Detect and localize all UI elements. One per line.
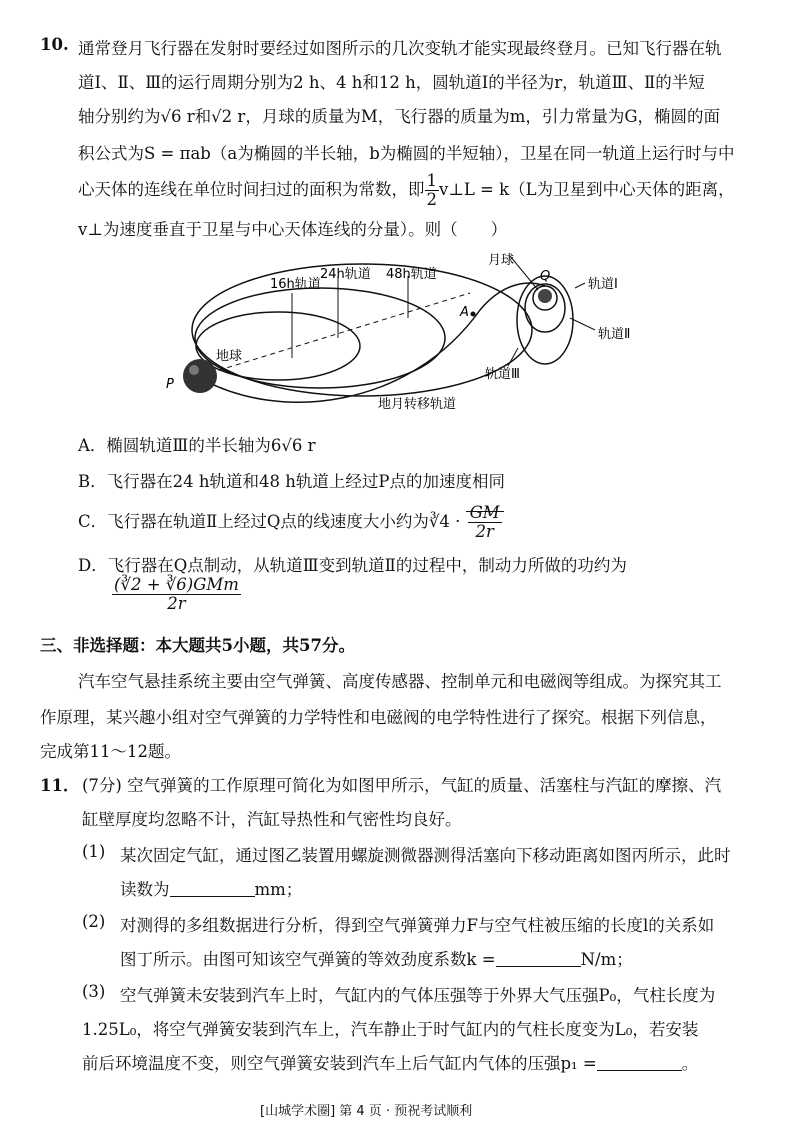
label-p: P bbox=[166, 377, 174, 392]
label-16h: 16h轨道 bbox=[270, 277, 321, 292]
section-3-intro-2: 作原理，某兴趣小组对空气弹簧的力学特性和电磁阀的电学特性进行了探究。根据下列信息， bbox=[40, 708, 717, 727]
earth-icon bbox=[183, 359, 217, 393]
question-number: 10. bbox=[40, 35, 69, 54]
section-3-intro-1: 汽车空气悬挂系统主要由空气弹簧、高度传感器、控制单元和电磁阀等组成。为探究其工 bbox=[78, 672, 722, 691]
label-transfer-orbit: 地月转移轨道 bbox=[378, 397, 457, 412]
q11-sub2-number: (2) bbox=[82, 912, 106, 931]
label-48h: 48h轨道 bbox=[386, 267, 437, 282]
q11-sub3-number: (3) bbox=[82, 982, 106, 1001]
question-number: 11． bbox=[40, 776, 80, 795]
q11-line-1: (7分) 空气弹簧的工作原理可简化为如图甲所示，气缸的质量、活塞柱与汽缸的摩擦、汽 bbox=[82, 776, 722, 795]
point-a bbox=[471, 312, 476, 317]
option-d-fraction: $\frac{\text{(∛2 + ∛6)GMm}}{2r}$ bbox=[114, 575, 239, 614]
answer-blank[interactable] bbox=[170, 880, 255, 898]
q11-line-2: 缸壁厚度均忽略不计，汽缸导热性和气密性均良好。 bbox=[82, 810, 462, 829]
q11-sub1-line-2: 读数为 mm； bbox=[120, 880, 303, 899]
label-earth: 地球 bbox=[216, 349, 243, 364]
q11-sub1-number: (1) bbox=[82, 842, 106, 861]
half-fraction: $\frac{1}{2}$ bbox=[426, 171, 437, 210]
page-footer: [山城学术圈] 第 4 页 · 预祝考试顺利 bbox=[260, 1104, 473, 1119]
q11-sub3-line-3: 前后环境温度不变，则空气弹簧安装到汽车上后气缸内气体的压强p₁ = 。 bbox=[82, 1054, 699, 1073]
label-a: A bbox=[460, 305, 469, 320]
answer-blank[interactable] bbox=[597, 1054, 682, 1072]
orbit-figure bbox=[150, 248, 670, 418]
q11-sub1-line-1: 某次固定气缸，通过图乙装置用螺旋测微器测得活塞向下移动距离如图丙所示，此时 bbox=[120, 846, 731, 865]
label-moon: 月球 bbox=[488, 253, 515, 268]
q11-sub2-line-1: 对测得的多组数据进行分析，得到空气弹簧弹力F与空气柱被压缩的长度l的关系如 bbox=[120, 916, 715, 935]
option-d[interactable]: D．飞行器在Q点制动，从轨道Ⅲ变到轨道Ⅱ的过程中，制动力所做的功约为 bbox=[78, 556, 627, 575]
option-a[interactable]: A．椭圆轨道Ⅲ的半长轴为6√6 r bbox=[78, 436, 316, 455]
q10-line-6: v⊥为速度垂直于卫星与中心天体连线的分量）。则（ ） bbox=[78, 220, 508, 239]
q10-line-3: 轴分别约为√6 r和√2 r，月球的质量为M，飞行器的质量为m，引力常量为G，椭圆的面 bbox=[78, 107, 721, 126]
label-orbit-2: 轨道Ⅱ bbox=[598, 327, 631, 342]
sqrt-expression: $\frac{GM}{2r}$ bbox=[466, 511, 504, 531]
q11-sub2-line-2: 图丁所示。由图可知该空气弹簧的等效劲度系数k = N/m； bbox=[120, 950, 633, 969]
q10-line-2: 道Ⅰ、Ⅱ、Ⅲ的运行周期分别为2 h、4 h和12 h，圆轨道Ⅰ的半径为r，轨道Ⅲ、Ⅱ的半短 bbox=[78, 73, 705, 92]
answer-blank[interactable] bbox=[496, 950, 581, 968]
moon-icon bbox=[538, 289, 552, 303]
q11-sub3-line-1: 空气弹簧未安装到汽车上时，气缸内的气体压强等于外界大气压强P₀，气柱长度为 bbox=[120, 986, 716, 1005]
q10-line-1: 通常登月飞行器在发射时要经过如图所示的几次变轨才能实现最终登月。已知飞行器在轨 bbox=[78, 39, 722, 58]
sqrt6r: √6 r bbox=[160, 107, 195, 126]
section-3-intro-3: 完成第11～12题。 bbox=[40, 742, 181, 761]
sqrt2r: √2 r bbox=[211, 107, 246, 126]
q11-sub3-line-2: 1.25L₀，将空气弹簧安装到汽车上，汽车静止于时气缸内的气柱长度变为L₀，若安装 bbox=[82, 1020, 699, 1039]
label-q: Q bbox=[540, 269, 551, 284]
q10-line-5: 心天体的连线在单位时间扫过的面积为常数，即 $\frac{1}{2}$ v⊥L = k（L为卫星到中心天体的距离， bbox=[78, 171, 735, 210]
question-10 bbox=[40, 35, 69, 54]
label-orbit-3: 轨道Ⅲ bbox=[485, 367, 520, 382]
section-3-title: 三、非选择题：本大题共5小题，共57分。 bbox=[40, 636, 355, 655]
option-b[interactable]: B．飞行器在24 h轨道和48 h轨道上经过P点的加速度相同 bbox=[78, 472, 505, 491]
q10-line-4: 积公式为S = πab（a为椭圆的半长轴，b为椭圆的半短轴），卫星在同一轨道上运行时与中 bbox=[78, 144, 735, 163]
option-c[interactable]: C．飞行器在轨道Ⅱ上经过Q点的线速度大小约为∛4 · $\frac{GM}{2r}$ bbox=[78, 504, 504, 541]
label-orbit-1: 轨道Ⅰ bbox=[588, 277, 618, 292]
transfer-orbit bbox=[200, 283, 545, 402]
label-24h: 24h轨道 bbox=[320, 267, 371, 282]
